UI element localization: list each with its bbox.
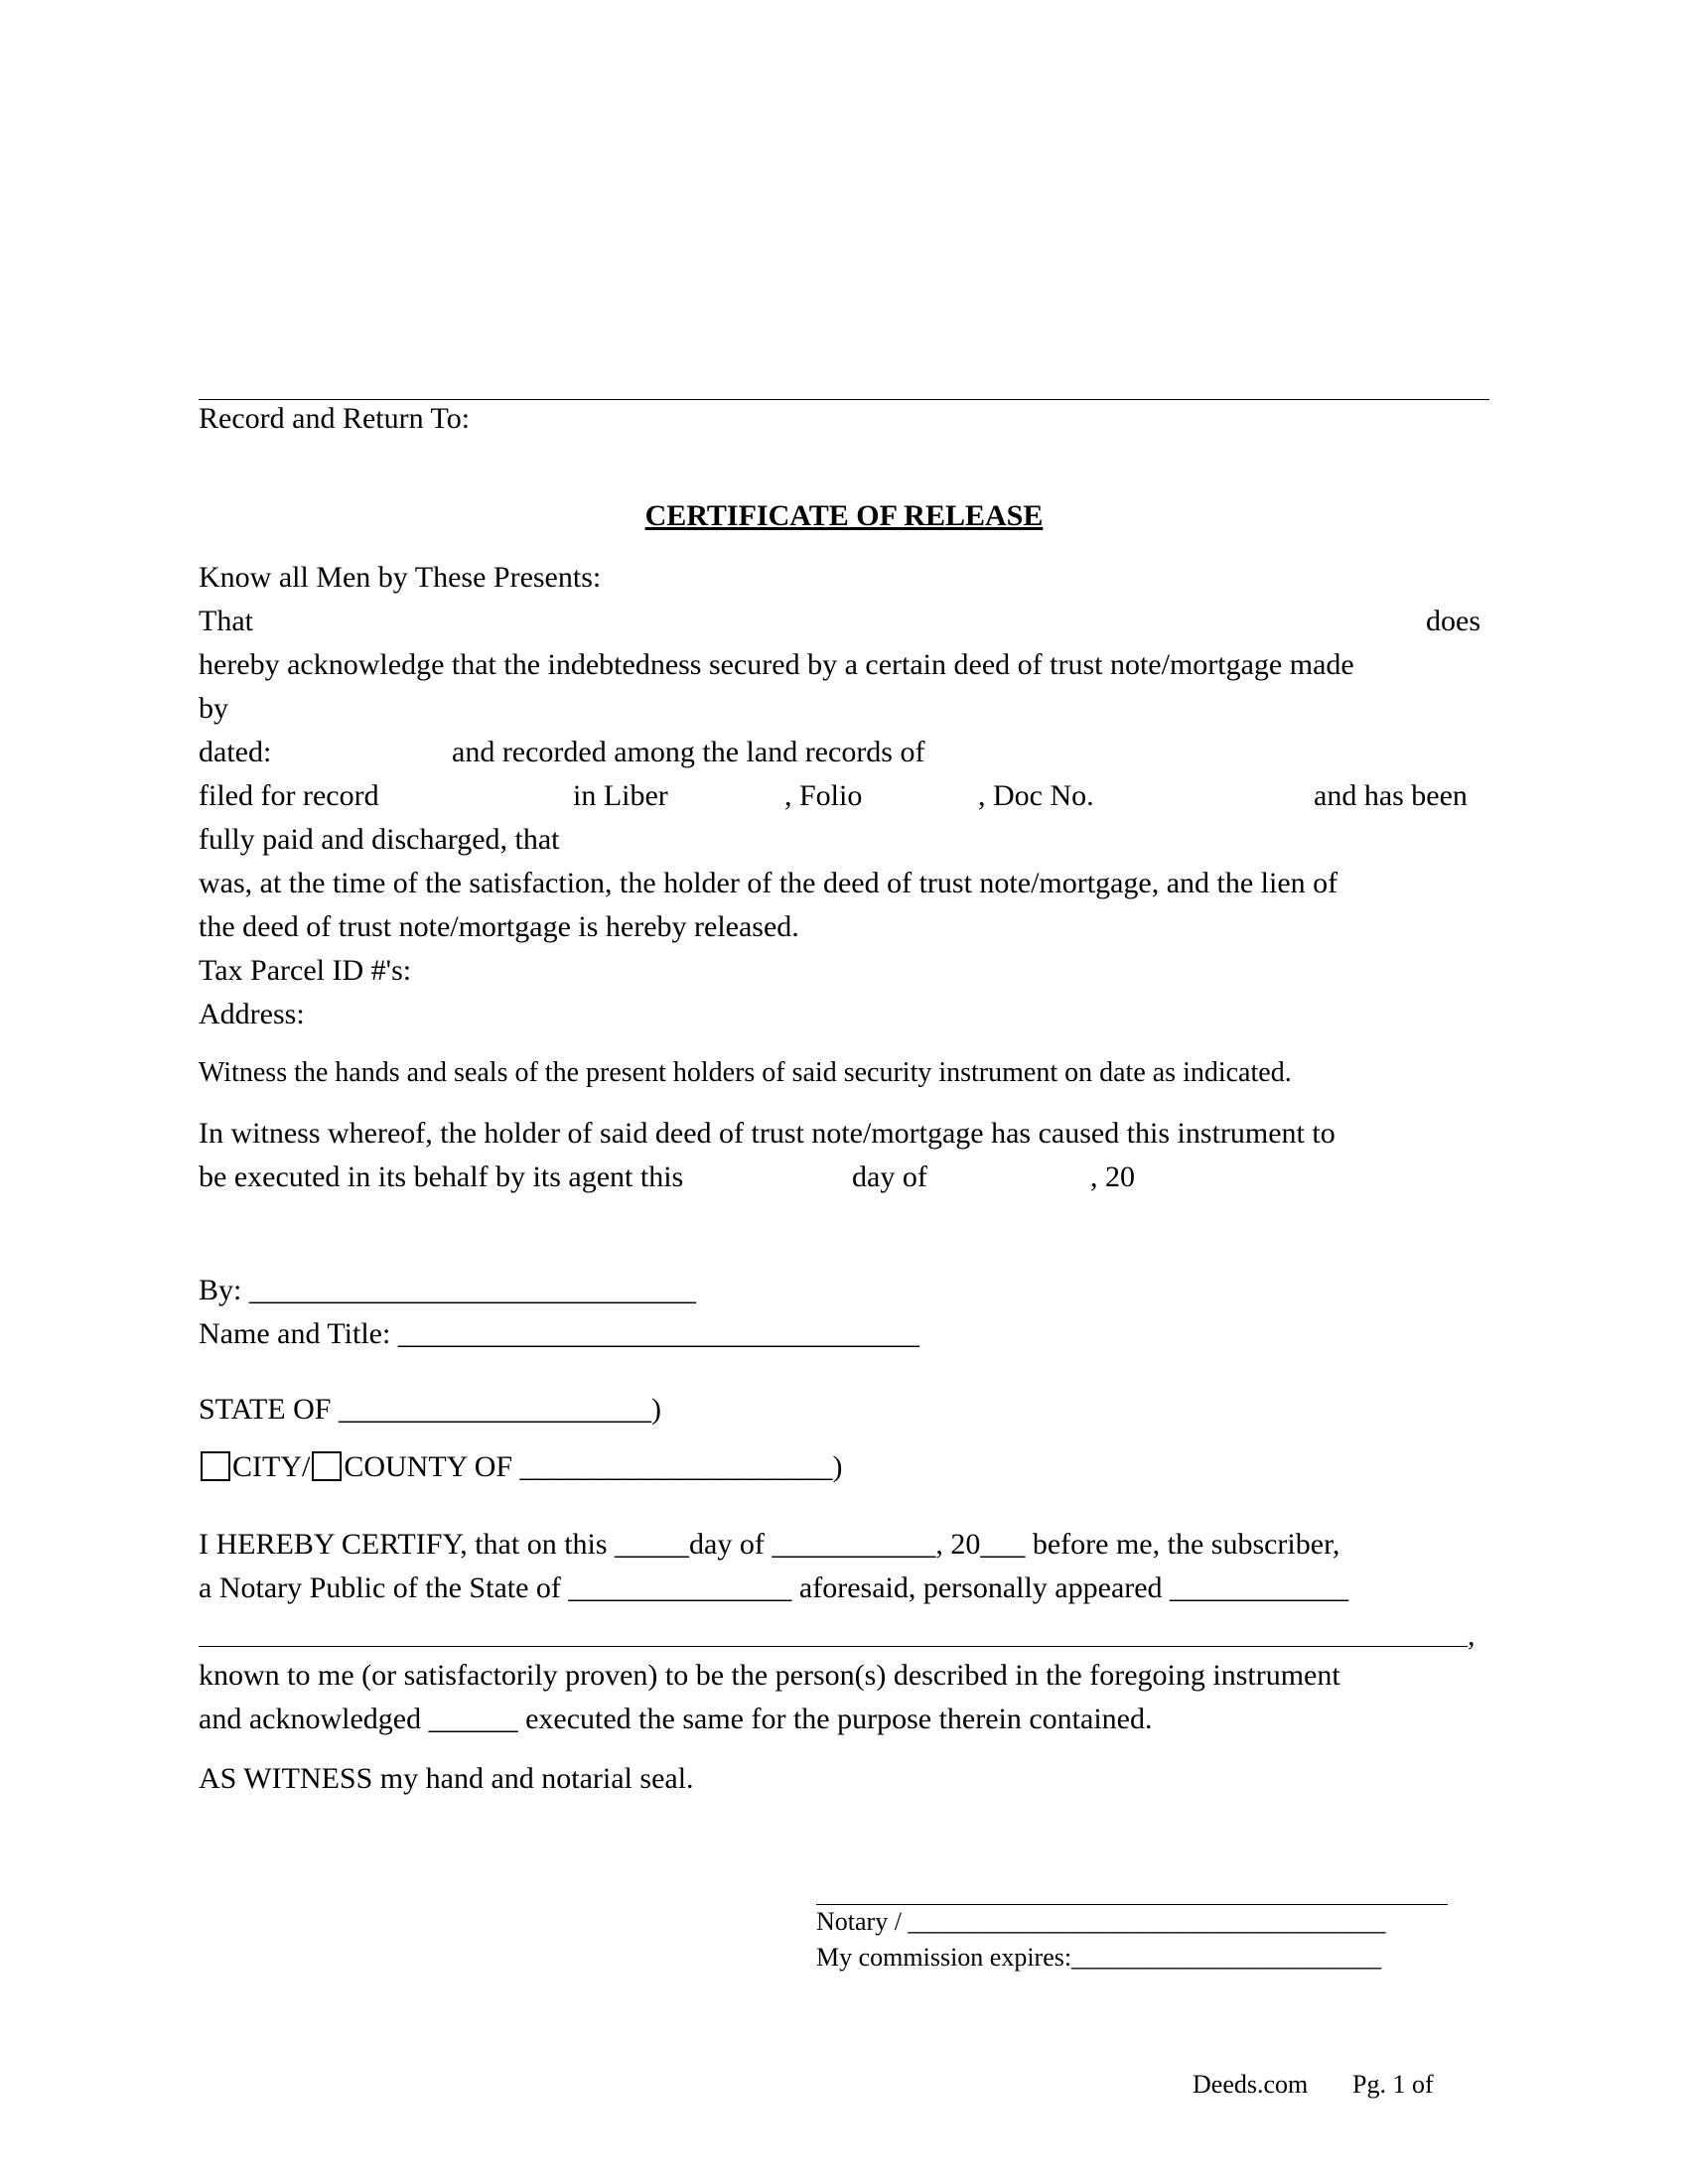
in-liber-label: in Liber — [573, 779, 668, 812]
certify-line-1: I HEREBY CERTIFY, that on this _____day of ___________, 20___ before me, the subscriber, — [199, 1528, 1340, 1561]
header-rule — [199, 399, 1489, 400]
record-return-label: Record and Return To: — [199, 402, 471, 435]
appeared-name-line — [199, 1646, 1468, 1647]
commission-expires-line: My commission expires:________________________ — [816, 1943, 1382, 1972]
witness-hands-line: Witness the hands and seals of the present holders of said security instrument on date as indicated. — [199, 1057, 1292, 1088]
page-title: CERTIFICATE OF RELEASE — [644, 499, 1044, 532]
acknowledged-line: and acknowledged ______ executed the same for the purpose therein contained. — [199, 1703, 1153, 1735]
notary-signature-rule — [816, 1904, 1448, 1905]
day-of-label: day of — [852, 1160, 927, 1193]
state-of-line: STATE OF _____________________) — [199, 1393, 661, 1426]
county-checkbox[interactable] — [312, 1451, 342, 1481]
in-witness-line-2: be executed in its behalf by its agent this — [199, 1160, 684, 1193]
city-label: CITY/ — [232, 1450, 311, 1483]
county-of-label: COUNTY OF _____________________) — [344, 1450, 843, 1483]
as-witness-line: AS WITNESS my hand and notarial seal. — [199, 1762, 694, 1795]
doc-no-label: , Doc No. — [978, 779, 1094, 812]
year-prefix: , 20 — [1090, 1160, 1135, 1193]
certify-line-2: a Notary Public of the State of _______________ aforesaid, personally appeared ____________ — [199, 1571, 1349, 1604]
recorded-among-label: and recorded among the land records of — [452, 736, 925, 768]
address-label: Address: — [199, 998, 305, 1030]
lien-released-line: the deed of trust note/mortgage is hereby released. — [199, 910, 799, 943]
by-signature-line: By: ______________________________ — [199, 1274, 696, 1306]
footer-brand: Deeds.com — [1193, 2070, 1309, 2099]
city-checkbox[interactable] — [201, 1451, 230, 1481]
does-label: does — [1426, 605, 1480, 637]
tax-parcel-label: Tax Parcel ID #'s: — [199, 954, 412, 987]
by-label: by — [199, 692, 228, 725]
fully-paid-line: fully paid and discharged, that — [199, 823, 560, 856]
know-all-line: Know all Men by These Presents: — [199, 561, 602, 594]
filed-for-record-label: filed for record — [199, 779, 379, 812]
appeared-comma: , — [1468, 1619, 1476, 1652]
in-witness-line-1: In witness whereof, the holder of said deed of trust note/mortgage has caused this instrument to — [199, 1117, 1336, 1150]
city-county-line — [199, 1449, 843, 1485]
has-been-label: and has been — [1314, 779, 1468, 812]
acknowledge-line: hereby acknowledge that the indebtedness secured by a certain deed of trust note/mortgage made — [199, 648, 1354, 681]
footer-page-number: Pg. 1 of — [1352, 2070, 1434, 2099]
city-checkbox-underline — [201, 1479, 209, 1480]
dated-label: dated: — [199, 736, 272, 768]
holder-line: was, at the time of the satisfaction, the holder of the deed of trust note/mortgage, and the lien of — [199, 867, 1338, 899]
known-to-me-line: known to me (or satisfactorily proven) to be the person(s) described in the foregoing instrument — [199, 1659, 1340, 1692]
that-label: That — [199, 605, 253, 637]
folio-label: , Folio — [784, 779, 863, 812]
name-title-line: Name and Title: ___________________________________ — [199, 1317, 919, 1350]
notary-line: Notary / _____________________________________ — [816, 1907, 1386, 1936]
